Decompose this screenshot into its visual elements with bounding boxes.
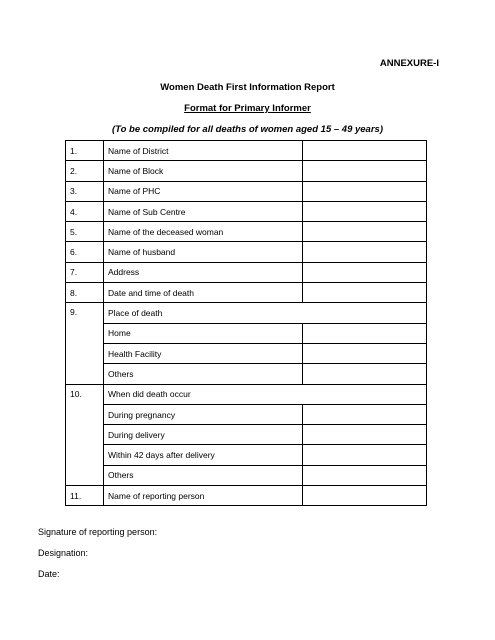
table-row [66,465,427,485]
option-label: During pregnancy [104,404,303,424]
table-row [66,181,427,201]
field-label: Name of Block [104,161,303,181]
option-label: Home [104,323,303,343]
row-number: 8. [66,283,104,303]
field-label: Name of husband [104,242,303,262]
date-label: Date: [38,569,60,579]
place-health-facility-field[interactable] [303,343,427,363]
phc-field[interactable] [303,181,427,201]
reporting-person-field[interactable] [303,486,427,506]
table-row [66,201,427,221]
row-number: 6. [66,242,104,262]
field-label: Address [104,262,303,282]
block-field[interactable] [303,161,427,181]
designation-label: Designation: [38,548,89,558]
table-row [66,384,427,404]
field-label: Date and time of death [104,283,303,303]
report-form-table [65,140,427,506]
table-row [66,425,427,445]
when-pregnancy-field[interactable] [303,404,427,424]
option-label: Others [104,465,303,485]
field-label: Name of Sub Centre [104,201,303,221]
death-datetime-field[interactable] [303,283,427,303]
option-label: Health Facility [104,343,303,363]
table-row [66,404,427,424]
row-number: 7. [66,262,104,282]
annexure-label: ANNEXURE-I [379,58,439,69]
table-row [66,343,427,363]
sub-centre-field[interactable] [303,201,427,221]
table-row [66,222,427,242]
option-label: Others [104,364,303,384]
field-label: Name of the deceased woman [104,222,303,242]
husband-name-field[interactable] [303,242,427,262]
table-row [66,283,427,303]
when-others-field[interactable] [303,465,427,485]
field-label: Place of death [104,303,427,323]
table-row [66,141,427,161]
field-label: When did death occur [104,384,427,404]
row-number: 5. [66,222,104,242]
format-subtitle: Format for Primary Informer [184,103,311,114]
row-number: 1. [66,141,104,161]
option-label: During delivery [104,425,303,445]
option-label: Within 42 days after delivery [104,445,303,465]
when-delivery-field[interactable] [303,425,427,445]
row-number: 3. [66,181,104,201]
when-42-days-field[interactable] [303,445,427,465]
row-number: 9. [66,303,104,384]
district-field[interactable] [303,141,427,161]
table-row [66,242,427,262]
field-label: Name of PHC [104,181,303,201]
field-label: Name of District [104,141,303,161]
table-row [66,323,427,343]
row-number: 4. [66,201,104,221]
table-row [66,303,427,323]
address-field[interactable] [303,262,427,282]
table-row [66,161,427,181]
field-label: Name of reporting person [104,486,303,506]
table-row [66,486,427,506]
instruction-text: (To be compiled for all deaths of women aged 15 – 49 years) [111,124,383,135]
row-number: 10. [66,384,104,485]
table-row [66,262,427,282]
report-title: Women Death First Information Report [160,82,335,93]
deceased-name-field[interactable] [303,222,427,242]
table-row [66,445,427,465]
place-home-field[interactable] [303,323,427,343]
signature-label: Signature of reporting person: [38,527,158,537]
row-number: 2. [66,161,104,181]
table-row [66,364,427,384]
place-others-field[interactable] [303,364,427,384]
row-number: 11. [66,486,104,506]
